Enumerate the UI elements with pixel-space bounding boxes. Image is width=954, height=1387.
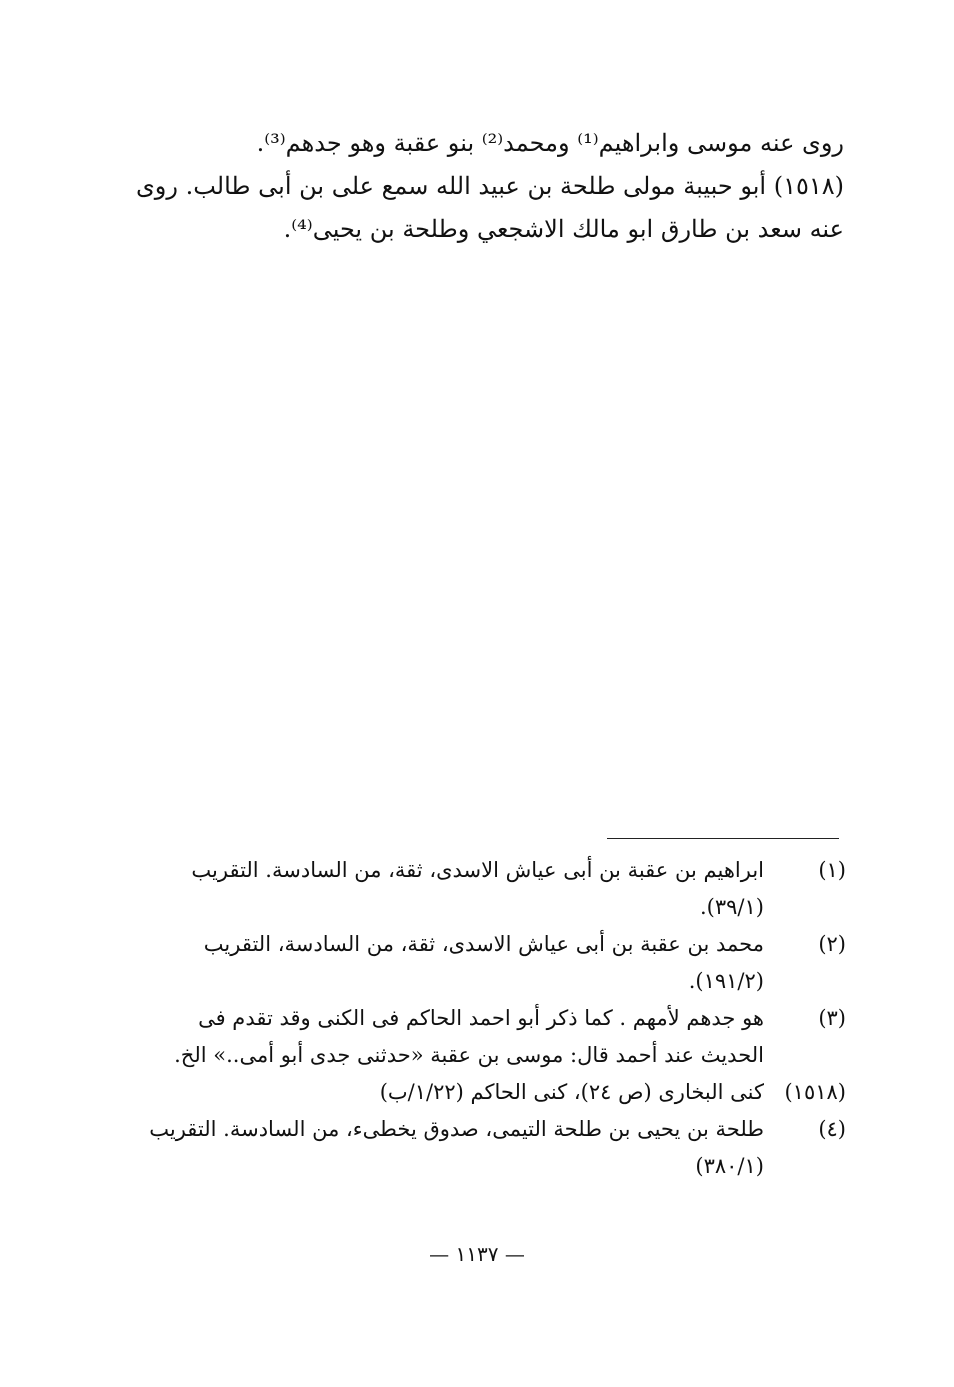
main-text xyxy=(84,122,844,251)
footnote-3 xyxy=(101,1000,846,1074)
footnote-line: طلحة بن يحيى بن طلحة التيمى، صدوق يخطىء، من السادسة. التقريب xyxy=(149,1117,764,1141)
footnote-line: الحديث عند أحمد قال: موسى بن عقبة «حدثنى جدى أبو أمى..» الخ. xyxy=(174,1043,764,1067)
footnote-line: (١٩١/٢). xyxy=(688,969,764,993)
page-number: — ١١٣٧ — xyxy=(429,1242,525,1266)
footnote-1518 xyxy=(101,1074,846,1111)
footnote-2 xyxy=(101,926,846,1000)
footnote-text xyxy=(101,852,764,926)
footnote-1 xyxy=(101,852,846,926)
footnote-line: (٣٩/١). xyxy=(700,895,764,919)
footnote-number: (١) xyxy=(818,858,846,882)
footnote-text xyxy=(101,1000,764,1074)
footnote-line: هو جدهم لأمهم . كما ذكر أبو احمد الحاكم فى الكنى وقد تقدم فى xyxy=(198,1006,764,1030)
footnote-4 xyxy=(101,1111,846,1185)
main-text-line: عنه سعد بن طارق ابو مالك الاشجعي وطلحة بن يحيى⁽⁴⁾. xyxy=(283,215,844,243)
footnote-line: كنى البخارى (ص ٢٤)، كنى الحاكم (١/٢٢/ب) xyxy=(379,1080,764,1104)
footnote-text xyxy=(101,1111,764,1185)
footnote-number: (٢) xyxy=(818,932,846,956)
footnote-number: (٤) xyxy=(818,1117,846,1141)
footnote-number: (٣) xyxy=(818,1006,846,1030)
footnote-text xyxy=(101,926,764,1000)
footnote-line: (٣٨٠/١) xyxy=(695,1154,764,1178)
footnote-separator xyxy=(607,838,839,839)
main-text-line: روى عنه موسى وابراهيم⁽¹⁾ ومحمد⁽²⁾ بنو عقبة وهو جدهم⁽³⁾. xyxy=(256,129,844,157)
footnote-line: محمد بن عقبة بن أبى عياش الاسدى، ثقة، من السادسة، التقريب xyxy=(203,932,764,956)
footnote-text xyxy=(101,1074,764,1111)
main-text-line: (١٥١٨) أبو حبيبة مولى طلحة بن عبيد الله سمع على بن أبى طالب. روى xyxy=(136,172,844,200)
footnote-line: ابراهيم بن عقبة بن أبى عياش الاسدى، ثقة، من السادسة. التقريب xyxy=(191,858,764,882)
footnote-number: (١٥١٨) xyxy=(784,1080,846,1104)
footnotes xyxy=(101,852,846,1185)
